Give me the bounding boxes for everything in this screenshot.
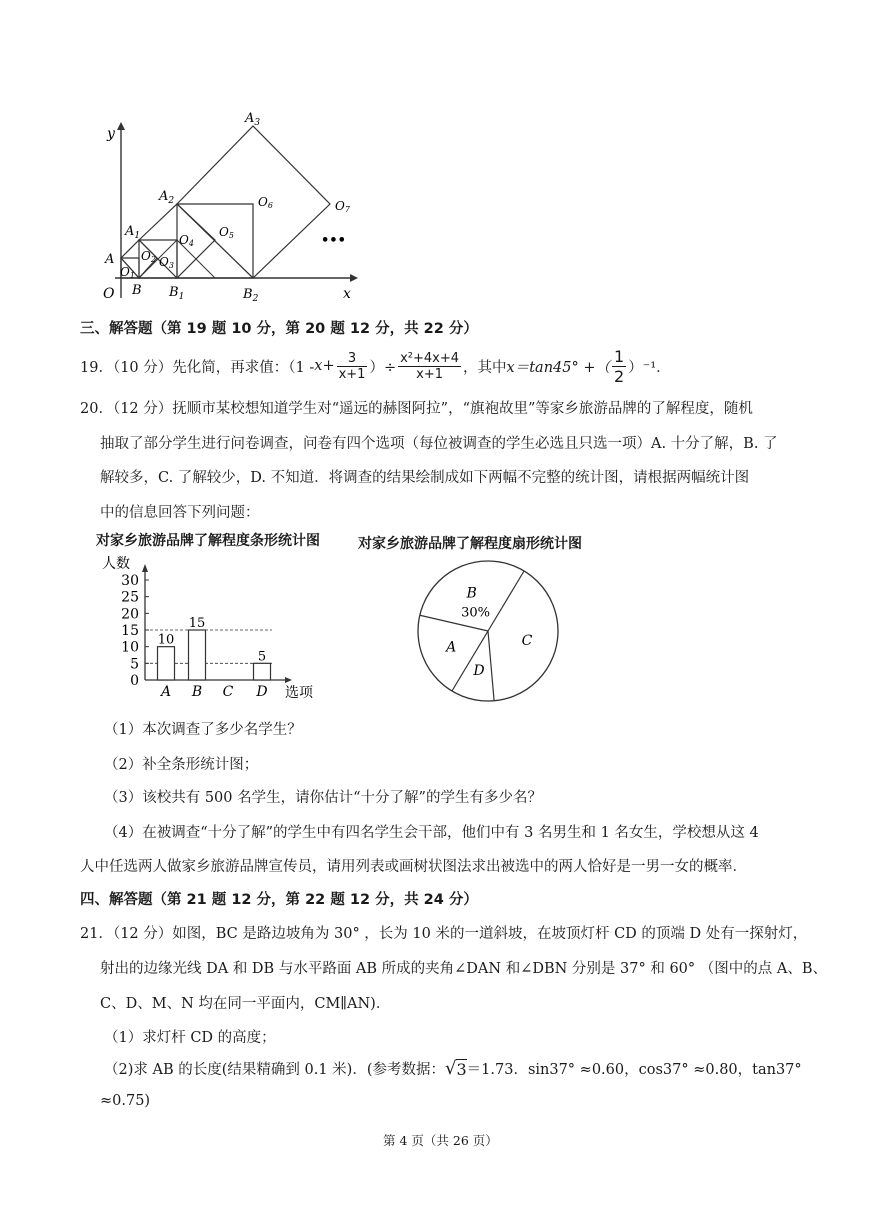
- bar-ytick-label: 15: [121, 623, 139, 639]
- q19-frac2: [398, 351, 461, 382]
- y-axis-arrow: [117, 122, 125, 130]
- bar-data-label: 10: [157, 632, 175, 648]
- q19-frac3: [612, 347, 626, 386]
- page-footer: 第 4 页（共 26 页）: [383, 1133, 498, 1148]
- geometry-figure: [95, 108, 375, 308]
- label-O7: O7: [335, 199, 350, 214]
- q20-sub-2: （2）补全条形统计图；: [104, 757, 259, 773]
- q21-line-3: C、D、M、N 均在同一平面内，CM∥AN)．: [100, 996, 391, 1012]
- q19-frac1: [337, 351, 368, 382]
- bar-ytick-label: 25: [121, 589, 139, 606]
- q19-div: ）÷: [369, 359, 397, 376]
- q20-sub-5: 人中任选两人做家乡旅游品牌宣传员，请用列表或画树状图法求出被选中的两人恰好是一男一女的概率．: [80, 859, 747, 875]
- section-four-heading: 四、解答题（第 21 题 12 分，第 22 题 12 分，共 24 分）: [80, 892, 478, 908]
- bar-chart: [100, 552, 340, 702]
- bar-chart-title: 对家乡旅游品牌了解程度条形统计图: [96, 533, 320, 549]
- label-A3: $A_3$: [245, 111, 261, 128]
- bar-data-label: 15: [188, 616, 206, 631]
- q20-sub-3: （3）该校共有 500 名学生，请你估计“十分了解”的学生有多少名？: [104, 790, 542, 806]
- label-O4: O4: [179, 233, 194, 248]
- bar-A: [158, 647, 175, 680]
- q21-line-1: 21．（12 分）如图，BC 是路边坡角为 30° ，长为 10 米的一道斜坡，在坡顶灯杆 CD 的顶端 D 处有一探射灯，: [80, 926, 808, 942]
- q19-plus: +: [322, 358, 335, 374]
- bar-y-arrow: [142, 564, 148, 572]
- q19-prefix: 19．（10 分）先化简，再求值：（1 -: [80, 359, 315, 376]
- bar-ytick-label: 5: [130, 656, 139, 673]
- sqrt-symbol: √: [444, 1058, 457, 1079]
- q20-line-4: 中的信息回答下列问题：: [100, 505, 260, 521]
- q21-line-6: ≈0.75): [100, 1093, 151, 1109]
- q19-frac3-num: 1: [614, 346, 625, 366]
- q19-where: x＝tan45° +（: [506, 359, 610, 376]
- bar-B: [189, 630, 206, 680]
- label-O6: O6: [258, 195, 273, 210]
- q19-tail: ）⁻¹．: [628, 359, 671, 376]
- label-O3: O3: [159, 255, 174, 270]
- bar-ytick-label: 20: [121, 606, 139, 623]
- bar-category-label: A: [160, 684, 172, 700]
- q20-line-2: 抽取了部分学生进行问卷调查，问卷有四个选项（每位被调查的学生必选且只选一项）A. 十分了解，B. 了: [100, 436, 778, 452]
- label-O1: O1: [120, 265, 135, 280]
- q19-mid: ，其中: [463, 359, 507, 376]
- label-B2: $B_2$: [243, 287, 259, 304]
- q20-line-3: 解较多，C. 了解较少，D. 不知道．将调查的结果绘制成如下两幅不完整的统计图，请根据两幅统计图: [100, 470, 750, 486]
- bar-x-arrow: [285, 677, 292, 683]
- pie-chart-title: 对家乡旅游品牌了解程度扇形统计图: [358, 536, 582, 552]
- label-A: A: [105, 252, 115, 267]
- bar-category-label: B: [191, 684, 203, 700]
- sqrt-value: 3: [456, 1059, 467, 1079]
- pie-label-B: B: [466, 585, 477, 602]
- label-x: x: [343, 286, 351, 302]
- q19-frac2-den: x+1: [416, 366, 443, 382]
- bar-ytick-label: 0: [130, 673, 139, 689]
- label-O2: O2: [141, 249, 156, 264]
- bar-category-label: D: [256, 684, 268, 700]
- q21-q2-suffix: ＝1.73．sin37° ≈0.60，cos37° ≈0.80，tan37°: [466, 1062, 802, 1078]
- label-B1: $B_1$: [169, 285, 185, 302]
- q19-frac2-num: x²+4x+4: [400, 350, 460, 366]
- q21-q2-prefix: （2)求 AB 的长度(结果精确到 0.1 米)．(参考数据：: [104, 1062, 445, 1078]
- q21-line-5: [104, 1058, 802, 1079]
- bar-category-label: C: [222, 684, 234, 700]
- pie-label-D: D: [473, 662, 485, 679]
- q20-sub-4: （4）在被调查“十分了解”的学生中有四名学生会干部，他们中有 3 名男生和 1 名女生，学校想从这 4: [104, 825, 759, 841]
- bar-ylabel: 人数: [102, 556, 130, 572]
- q21-line-2: 射出的边缘光线 DA 和 DB 与水平路面 AB 所成的夹角∠DAN 和∠DBN 分别是 37° 和 60° （图中的点 A、B、: [100, 961, 828, 977]
- section-three-heading: 三、解答题（第 19 题 10 分，第 20 题 12 分，共 22 分）: [80, 321, 478, 337]
- label-O: O: [103, 286, 115, 302]
- q19-frac1-den: x+1: [338, 366, 366, 382]
- pie-label-A: A: [446, 639, 457, 656]
- label-A2: $A_2$: [159, 189, 175, 206]
- x-axis-arrow: [350, 274, 358, 282]
- bar-xlabel: 选项: [285, 685, 313, 701]
- q19-frac3-den: 2: [614, 366, 625, 386]
- pie-annotation-B: 30%: [461, 605, 491, 621]
- label-A1: $A_1$: [125, 224, 141, 241]
- q21-line-4: （1）求灯杆 CD 的高度；: [104, 1030, 276, 1046]
- bar-ytick-label: 30: [121, 573, 139, 589]
- ellipsis: •••: [321, 233, 346, 248]
- label-B: B: [132, 283, 142, 298]
- q20-line-1: 20．（12 分）抚顺市某校想知道学生对“遥远的赫图阿拉”，“旗袍故里”等家乡旅游品牌的了解程度，随机: [80, 401, 753, 417]
- q19: [80, 346, 671, 386]
- bar-D: [254, 663, 271, 680]
- pie-label-C: C: [521, 632, 533, 649]
- label-O5: O5: [219, 225, 234, 240]
- label-y: y: [107, 126, 115, 142]
- bar-ytick-label: 10: [121, 639, 139, 656]
- q19-frac1-num: 3: [337, 351, 368, 367]
- bar-data-label: 5: [257, 649, 267, 665]
- q20-sub-1: （1）本次调查了多少名学生？: [104, 722, 302, 738]
- q19-x: x: [314, 358, 323, 374]
- pie-chart: [410, 555, 570, 705]
